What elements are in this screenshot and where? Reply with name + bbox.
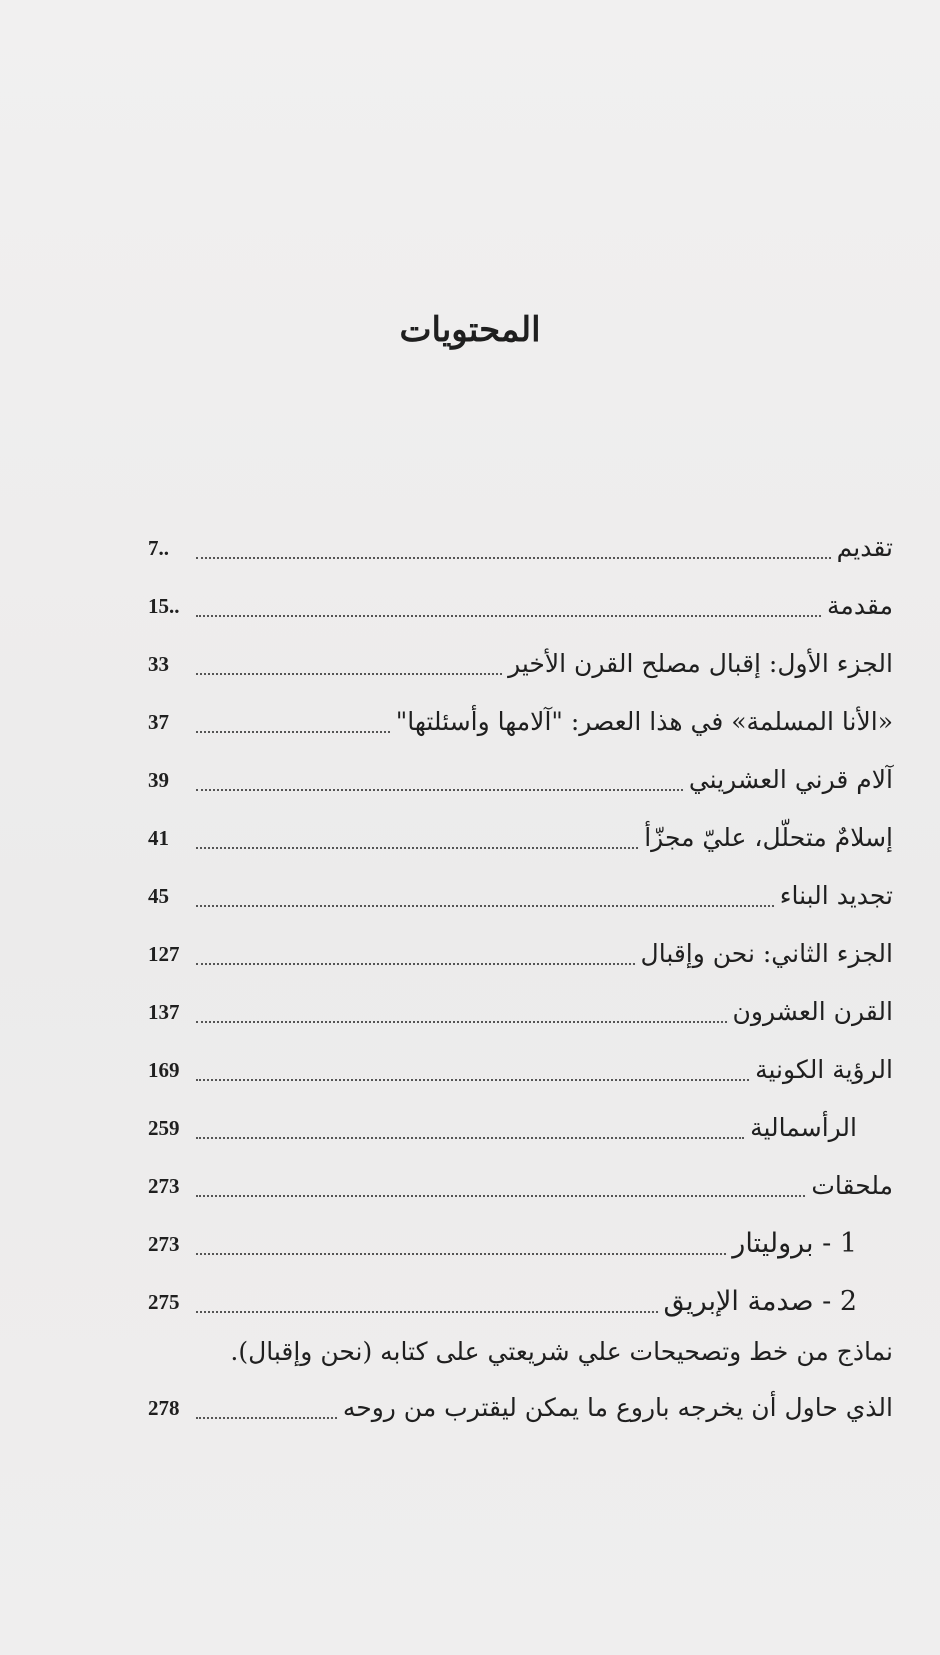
toc-entry-page: 37 [148,710,169,734]
toc-entry-label: مقدمة [827,591,893,620]
toc-entry-page: 259 [148,1116,180,1140]
toc-entry-page: 33 [148,652,169,676]
toc-final-note-line1: نماذج من خط وتصحيحات علي شريعتي على كتابه (نحن وإقبال). [230,1337,893,1366]
toc-entry-page: 273 [148,1232,180,1256]
toc-entry-muslim-self [148,694,893,742]
toc-entry-appendix-1 [148,1216,893,1264]
toc-final-note-line2 [148,1380,893,1428]
toc-entry-appendices [148,1158,893,1206]
dot-leader [196,1021,727,1023]
toc-entry-capitalism [148,1100,893,1148]
toc-entry-page: 15.. [148,594,180,618]
toc-entry-preface [148,578,893,626]
dot-leader [196,905,774,907]
dot-leader [196,1253,726,1255]
toc-entry-century-pains [148,752,893,800]
toc-entry-label: 2 - صدمة الإبريق [663,1286,857,1317]
dot-leader [196,963,635,965]
toc-entry-page: 275 [148,1290,180,1314]
toc-entry-part-one [148,636,893,684]
dot-leader [196,1417,337,1419]
toc-entry-label: الجزء الثاني: نحن وإقبال [640,939,893,968]
toc-entry-label: 1 - برولیتار [732,1228,857,1259]
toc-entry-label: آلام قرني العشريني [688,765,893,794]
dot-leader [196,789,683,791]
toc-entry-page: 278 [148,1396,180,1420]
toc-entry-appendix-2 [148,1274,893,1322]
toc-entry-label: «الأنا المسلمة» في هذا العصر: "آلامها وأسئلتها" [395,707,893,736]
dot-leader [196,1137,744,1139]
toc-entry-dissolved-islam [148,810,893,858]
toc-entry-label: تجديد البناء [779,881,893,910]
dot-leader [196,1079,749,1081]
toc-entry-page: 127 [148,942,180,966]
toc-entry-label: الذي حاول أن يخرجه باروع ما يمكن ليقترب من روحه [342,1393,893,1422]
dot-leader [196,557,831,559]
dot-leader [196,731,390,733]
toc-entry-introduction [148,520,893,568]
toc-entry-part-two [148,926,893,974]
dot-leader [196,673,502,675]
dot-leader [196,847,638,849]
dot-leader [196,1311,658,1313]
toc-entry-label: تقديم [836,533,893,562]
dot-leader [196,615,821,617]
toc-entry-label: الجزء الأول: إقبال مصلح القرن الأخير [508,649,893,678]
toc-entry-label: ملحقات [811,1171,893,1200]
toc-entry-page: 41 [148,826,169,850]
toc-entry-label: الرأسمالية [750,1113,857,1142]
toc-entry-rebuilding [148,868,893,916]
toc-entry-page: 137 [148,1000,180,1024]
toc-entry-page: 7.. [148,536,169,560]
toc-entry-label: القرن العشرون [732,997,893,1026]
toc-entry-label: الرؤية الكونية [755,1055,893,1084]
dot-leader [196,1195,805,1197]
page-title: المحتويات [399,310,541,350]
toc-entry-page: 45 [148,884,169,908]
toc-entry-label: إسلامٌ متحلّل، عليّ مجزّأ [644,823,893,852]
toc-entry-page: 273 [148,1174,180,1198]
toc-entry-worldview [148,1042,893,1090]
toc-entry-twentieth-century [148,984,893,1032]
toc-entry-page: 169 [148,1058,180,1082]
toc-entry-page: 39 [148,768,169,792]
